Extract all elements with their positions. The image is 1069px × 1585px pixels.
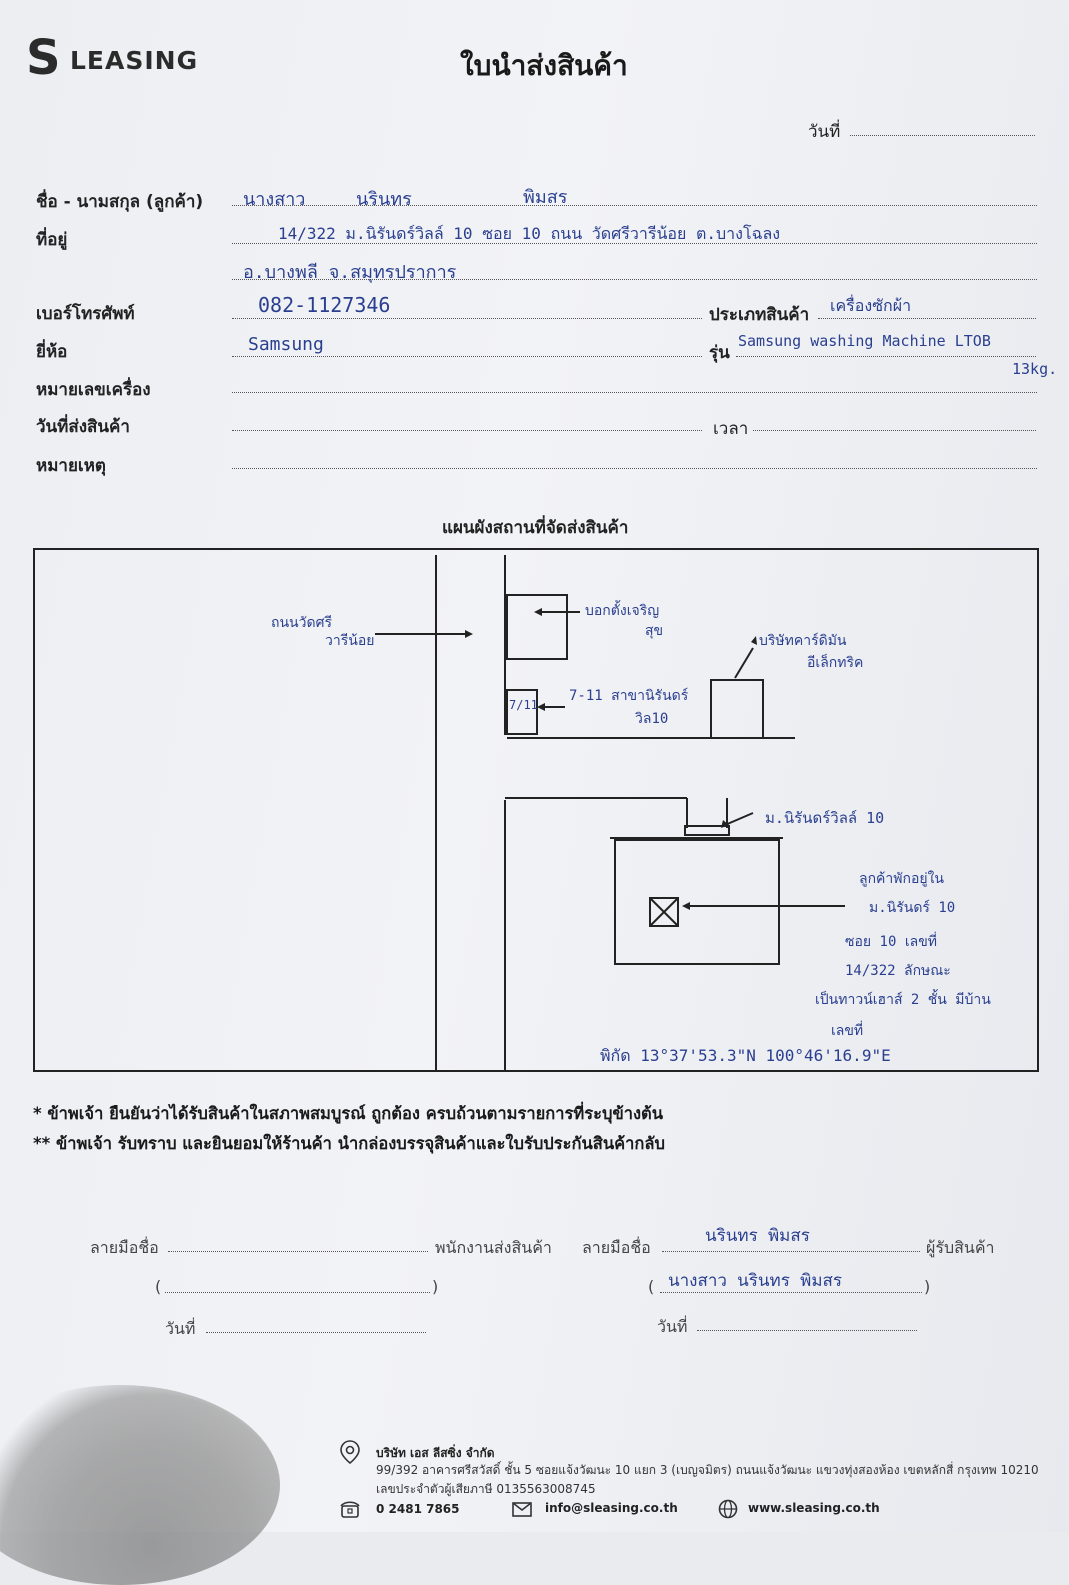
customer-last-name: พิมสร <box>523 187 568 208</box>
seven-eleven-box-label: 7/11 <box>509 698 538 712</box>
footer-email[interactable]: info@sleasing.co.th <box>545 1501 678 1515</box>
staff-label: พนักงานส่งสินค้า <box>435 1238 552 1257</box>
time-field <box>753 430 1036 431</box>
footer-phone: 0 2481 7865 <box>376 1502 460 1516</box>
customer-field <box>232 205 1037 206</box>
shop-label-1: บอกตั้งเจริญ <box>585 603 660 619</box>
phone-field <box>232 318 702 319</box>
serial-field <box>232 392 1037 393</box>
note-line-5: เป็นทาวน์เฮาส์ 2 ชั้น มีบ้าน <box>815 992 991 1008</box>
receiver-name-open: ( <box>648 1277 655 1296</box>
delivery-map <box>33 548 1039 1072</box>
receiver-date-field <box>697 1330 917 1331</box>
statement-2: ** ข้าพเจ้า รับทราบ และยินยอมให้ร้านค้า นำกล่องบรรจุสินค้าและใบรับประกันสินค้ากลับ <box>33 1134 665 1153</box>
note-line-2: ม.นิรันดร์ 10 <box>869 900 956 916</box>
globe-icon <box>718 1499 738 1519</box>
product-type-value: เครื่องซักผ้า <box>830 296 912 315</box>
email-icon <box>512 1502 532 1517</box>
receiver-sign-field <box>662 1251 920 1252</box>
address-label: ที่อยู่ <box>36 230 68 250</box>
note-line-1: ลูกค้าพักอยู่ใน <box>859 871 945 887</box>
brand-label: ยี่ห้อ <box>36 342 68 362</box>
shop-label-2: สุข <box>645 623 664 639</box>
receiver-signature: นรินทร พิมสร <box>705 1226 810 1246</box>
serial-label: หมายเลขเครื่อง <box>36 380 151 400</box>
brand-value: Samsung <box>248 334 324 355</box>
customer-label: ชื่อ - นามสกุล (ลูกค้า) <box>36 192 204 212</box>
remark-label: หมายเหตุ <box>36 456 106 476</box>
location-pin-icon <box>340 1440 360 1464</box>
remark-field <box>232 468 1037 469</box>
staff-date-label: วันที่ <box>165 1319 196 1338</box>
statement-1: * ข้าพเจ้า ยืนยันว่าได้รับสินค้าในสภาพสมบูรณ์ ถูกต้อง ครบถ้วนตามรายการที่ระบุข้างต้น <box>33 1104 664 1123</box>
coordinates: พิกัด 13°37'53.3"N 100°46'16.9"E <box>600 1046 891 1065</box>
footer-company: บริษัท เอส ลีสซิ่ง จำกัด <box>376 1446 495 1460</box>
receiver-date-label: วันที่ <box>657 1317 688 1336</box>
staff-sign-field <box>168 1251 428 1252</box>
receiver-name-close: ) <box>924 1277 931 1296</box>
footer-address: 99/392 อาคารศรีสวัสดิ์ ชั้น 5 ซอยแจ้งวัฒนะ 10 แยก 3 (เบญจมิตร) ถนนแจ้งวัฒนะ แขวงทุ่งสองห้อง เขตหลักสี่ กรุงเทพ 10210 <box>376 1463 1039 1477</box>
date-label: วันที่ <box>808 122 841 142</box>
product-type-label: ประเภทสินค้า <box>709 305 810 325</box>
model-value: Samsung washing Machine LTOB <box>738 332 991 350</box>
staff-sign-label: ลายมือชื่อ <box>90 1238 159 1257</box>
note-line-3: ซอย 10 เลขที่ <box>845 934 937 950</box>
customer-first-name: นรินทร <box>356 189 412 210</box>
staff-name-field <box>165 1292 430 1293</box>
branch-label-1: 7-11 สาขานิรันดร์ <box>569 688 689 704</box>
phone-label: เบอร์โทรศัพท์ <box>36 304 135 324</box>
customer-title: นางสาว <box>243 189 306 210</box>
receiver-sign-label: ลายมือชื่อ <box>582 1238 651 1257</box>
address-line-1: 14/322 ม.นิรันดร์วิลล์ 10 ซอย 10 ถนน วัดศรีวารีน้อย ต.บางโฉลง <box>278 224 781 243</box>
note-line-6: เลขที่ <box>831 1023 864 1039</box>
phone-icon <box>340 1500 360 1518</box>
time-label: เวลา <box>713 419 749 439</box>
road-label-2: วารีน้อย <box>325 633 375 649</box>
delivery-date-field <box>232 430 702 431</box>
document-title: ใบนำส่งสินค้า <box>460 49 628 82</box>
model-value-line-2: 13kg. <box>1012 360 1058 378</box>
delivery-date-label: วันที่ส่งสินค้า <box>36 417 130 437</box>
footer-website[interactable]: www.sleasing.co.th <box>748 1501 880 1515</box>
village-label: ม.นิรันดร์วิลล์ 10 <box>765 809 885 827</box>
receiver-label: ผู้รับสินค้า <box>926 1238 995 1257</box>
sleasing-logo: S LEASING <box>26 30 199 86</box>
brand-field <box>232 356 702 357</box>
model-label: รุ่น <box>709 343 730 363</box>
note-line-4: 14/322 ลักษณะ <box>845 963 951 979</box>
logo-watermark <box>0 1385 280 1585</box>
company-label-2: อีเล็กทริค <box>807 655 864 671</box>
branch-label-2: วิล10 <box>635 711 669 727</box>
date-field <box>850 135 1035 136</box>
staff-name-close: ) <box>432 1277 439 1296</box>
model-field <box>736 356 1036 357</box>
staff-date-field <box>206 1332 426 1333</box>
footer-tax-id: เลขประจำตัวผู้เสียภาษี 0135563008745 <box>376 1482 596 1496</box>
receiver-printed-name: นางสาว นรินทร พิมสร <box>668 1271 843 1291</box>
phone-value: 082-1127346 <box>258 293 391 317</box>
company-label-1: บริษัทคาร์ดิมัน <box>759 633 847 649</box>
address-line-2: อ.บางพลี จ.สมุทรปราการ <box>243 262 457 283</box>
staff-name-open: ( <box>155 1277 162 1296</box>
map-heading: แผนผังสถานที่จัดส่งสินค้า <box>442 518 629 538</box>
road-label-1: ถนนวัดศรี <box>271 615 332 631</box>
